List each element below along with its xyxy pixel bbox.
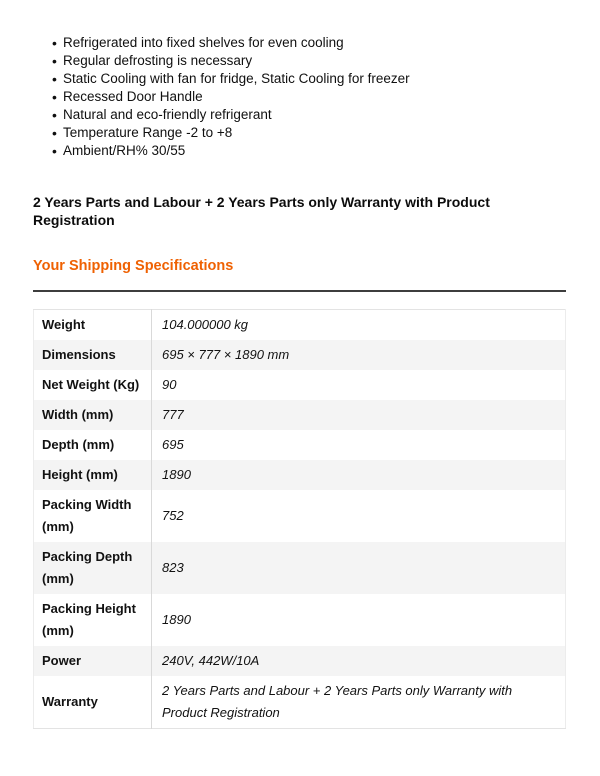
table-row — [34, 400, 566, 430]
spec-value: 695 — [152, 430, 566, 460]
shipping-specifications-heading: Your Shipping Specifications — [33, 258, 234, 274]
feature-item: • Ambient/RH% 30/55 — [33, 142, 566, 160]
spec-label: Packing Depth (mm) — [42, 549, 133, 586]
feature-item: • Refrigerated into fixed shelves for even cooling — [33, 34, 566, 52]
shipping-specs-table — [33, 309, 566, 729]
spec-value: 752 — [152, 490, 566, 542]
spec-label: Dimensions — [42, 347, 116, 362]
feature-item: • Regular defrosting is necessary — [33, 52, 566, 70]
table-row — [34, 542, 566, 594]
spec-label: Depth (mm) — [42, 437, 115, 452]
feature-item: • Temperature Range -2 to +8 — [33, 124, 566, 142]
spec-label: Net Weight (Kg) — [42, 377, 140, 392]
table-row — [34, 594, 566, 646]
feature-list — [33, 34, 566, 160]
spec-value: 1890 — [152, 460, 566, 490]
warranty-statement: 2 Years Parts and Labour + 2 Years Parts only Warranty with Product Registration — [33, 194, 490, 228]
spec-value-text: 2 Years Parts and Labour + 2 Years Parts only Warranty with Product Registration — [162, 683, 513, 720]
table-row — [34, 340, 566, 370]
spec-value: 823 — [152, 542, 566, 594]
spec-value: 240V, 442W/10A — [152, 646, 566, 676]
spec-label: Packing Width (mm) — [42, 497, 132, 534]
spec-value: 104.000000 kg — [152, 310, 566, 341]
table-row — [34, 646, 566, 676]
table-row — [34, 460, 566, 490]
table-row — [34, 370, 566, 400]
spec-value: 90 — [152, 370, 566, 400]
table-row — [34, 430, 566, 460]
spec-label: Warranty — [42, 694, 98, 709]
spec-label: Weight — [42, 317, 86, 332]
spec-label: Power — [42, 653, 82, 668]
spec-value: 777 — [152, 400, 566, 430]
feature-item: • Recessed Door Handle — [33, 88, 566, 106]
spec-label: Packing Height (mm) — [42, 601, 136, 638]
table-row — [34, 310, 566, 341]
table-row — [34, 490, 566, 542]
spec-value — [152, 676, 566, 729]
spec-value: 1890 — [152, 594, 566, 646]
table-row — [34, 676, 566, 729]
feature-item: • Natural and eco-friendly refrigerant — [33, 106, 566, 124]
spec-value: 695 × 777 × 1890 mm — [152, 340, 566, 370]
feature-item: • Static Cooling with fan for fridge, Static Cooling for freezer — [33, 70, 566, 88]
spec-label: Height (mm) — [42, 467, 118, 482]
section-divider — [33, 290, 566, 292]
spec-label: Width (mm) — [42, 407, 114, 422]
